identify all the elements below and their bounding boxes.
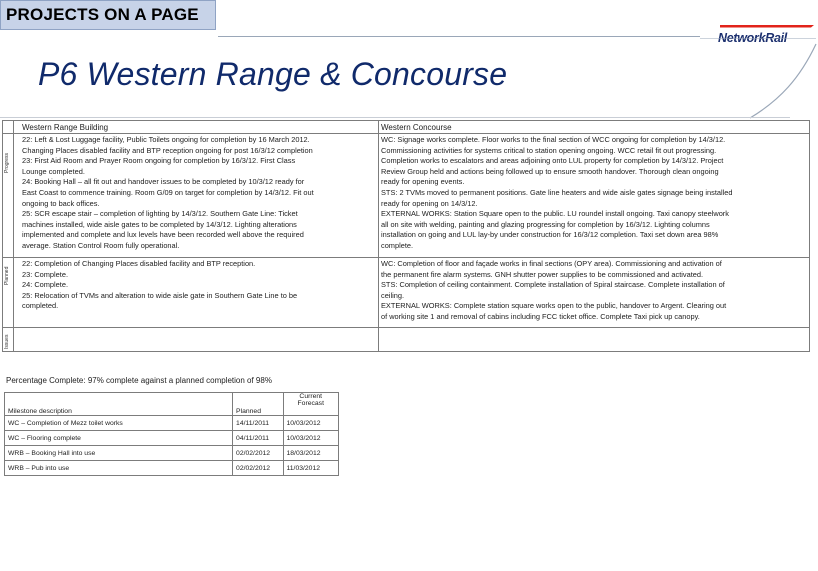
header-curve [650,38,818,120]
status-grid [2,120,810,352]
milestone-planned: 02/02/2012 [233,446,283,461]
column-header-western-concourse: Western Concourse [381,123,452,132]
grid-planned-rule [3,327,809,328]
milestone-description: WRB – Pub into use [5,461,233,476]
milestone-header-description: Milestone description [5,393,233,416]
table-row [5,461,339,476]
column-header-western-range: Western Range Building [22,123,109,132]
milestone-table [4,392,339,476]
title-rule [0,117,790,118]
header-rule [218,36,700,37]
row-label-issues: Issues [4,334,10,349]
milestone-forecast: 11/03/2012 [283,461,339,476]
progress-western-range: 22: Left & Lost Luggage facility, Public Toilets ongoing for completion by 16 March 2012. Changing Places disabled facility and BTP reception ongoing for post 16/3/12 completion 23: First Aid Room and Prayer Room ongoing for completion by 16/3/12. First Class Lounge completed. 24: Booking Hall – all fit out and handover issues to be completed by 10/3/12 ready for East Coast to commence training. Room G/09 on target for completion by 14/3/12. Fit out ongoing to back offices. 25: SCR escape stair – completion of lighting by 14/3/12. Southern Gate Line: Ticket machines installed, wide aisle gates to be completed by 14/3/12. Lighting alterations implemented and complete and lux levels have been recorded well above the required average. Station Control Room fully operational. [22,135,314,250]
percentage-complete: Percentage Complete: 97% complete against a planned completion of 98% [6,376,272,385]
milestone-description: WC – Completion of Mezz toilet works [5,416,233,431]
milestone-header-row [5,393,339,416]
milestone-forecast: 18/03/2012 [283,446,339,461]
page-title: P6 Western Range & Concourse [38,56,508,92]
milestone-header-planned: Planned [233,393,283,416]
table-row [5,446,339,461]
milestone-planned: 02/02/2012 [233,461,283,476]
planned-western-range: 22: Completion of Changing Places disabled facility and BTP reception. 23: Complete. 24: Complete. 25: Relocation of TVMs and alteration to wide aisle gate in Southern Gate Line to be completed. [22,259,298,311]
milestone-forecast: 10/03/2012 [283,416,339,431]
table-row [5,431,339,446]
grid-column-divider [378,121,379,351]
milestone-planned: 04/11/2011 [233,431,283,446]
row-label-progress: Progress [4,152,10,173]
milestone-description: WRB – Booking Hall into use [5,446,233,461]
milestone-planned: 14/11/2011 [233,416,283,431]
logo-wordmark: NetworkRail [718,31,787,45]
milestone-header-forecast: Current Forecast [283,393,339,416]
grid-header-rule [3,133,809,134]
progress-western-concourse: WC: Signage works complete. Floor works to the final section of WCC ongoing for completion by 14/3/12. Commissioning activities for systems critical to station opening ongoing. WCC retail fit out progressing. Completion works to escalators and areas adjoining onto LUL property for completion by 14/3/12. Project Review Group held and actions being followed up to ensure smooth handover. Thorough clean ongoing ready for opening events. STS: 2 TVMs moved to permanent positions. Gate line heaters and wide aisle gates signage being installed ready for opening on 14/3/12. EXTERNAL WORKS: Station Square open to the public. LU roundel install ongoing. Taxi canopy steelwork all on site with welding, painting and glazing progressing for completion by 16/3/12. Lighting columns installation on going and LUL lay-by under construction for 16/3/12 completion. Taxi set down area 98% complete. [381,135,733,250]
section-tag [0,0,216,30]
milestone-description: WC – Flooring complete [5,431,233,446]
table-row [5,416,339,431]
grid-progress-rule [3,257,809,258]
milestone-forecast: 10/03/2012 [283,431,339,446]
section-tag-label: PROJECTS ON A PAGE [6,5,199,24]
planned-western-concourse: WC: Completion of floor and façade works in final sections (OPY area). Commissioning and activation of the permanent fire alarm systems. GNH shutter power supplies to be commissioned and activated. STS: Completion of ceiling containment. Complete installation of Spiral staircase. Complete installation of ceiling. EXTERNAL WORKS: Complete station square works open to the public, handover to Argent. Clearing out of working site 1 and removal of cabins including FCC ticket office. Complete Taxi pick up canopy. [381,259,727,321]
row-label-planned: Planned [4,266,10,285]
